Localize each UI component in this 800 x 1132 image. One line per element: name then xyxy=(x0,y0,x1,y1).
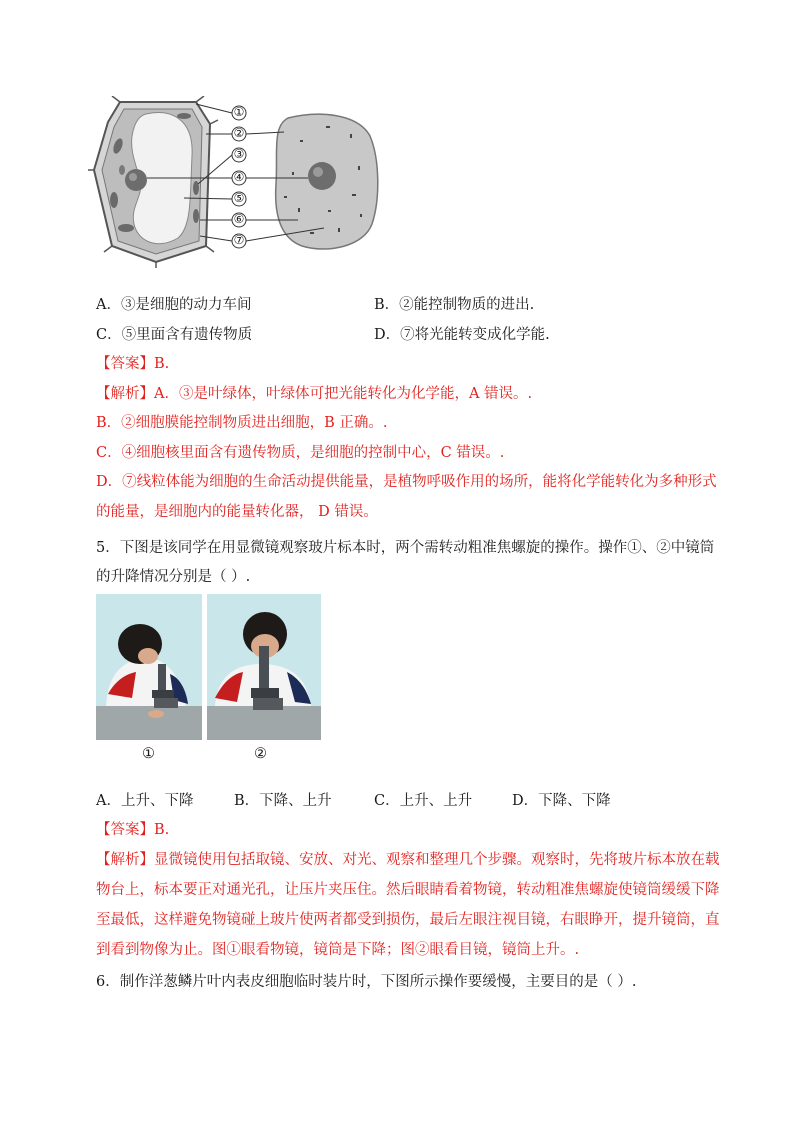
label-1: ① xyxy=(233,105,245,119)
q4-option-b: B．②能控制物质的进出. xyxy=(374,297,535,313)
photo-label-2: ② xyxy=(254,746,267,762)
q4-option-a: A．③是细胞的动力车间 xyxy=(96,297,252,313)
label-7: ⑦ xyxy=(233,233,245,247)
q5-option-a: A．上升、下降 xyxy=(96,793,194,809)
q5-option-b: B．下降、上升 xyxy=(234,793,332,809)
q5-analysis-line: 【解析】显微镜使用包括取镜、安放、对光、观察和整理几个步骤。观察时，先将玻片标本放在载 xyxy=(96,852,720,868)
photo-label-1: ① xyxy=(142,746,155,762)
label-2: ② xyxy=(233,126,245,140)
label-4: ④ xyxy=(233,170,245,184)
q5-option-c: C．上升、上升 xyxy=(374,793,473,809)
microscope-photo-1 xyxy=(96,594,202,740)
q6-stem: 6．制作洋葱鳞片叶内表皮细胞临时装片时，下图所示操作要缓慢，主要目的是（ ）. xyxy=(96,974,637,990)
q4-analysis-line: 的能量，是细胞内的能量转化器， D 错误。 xyxy=(96,504,378,520)
q5-analysis-line: 物台上，标本要正对通光孔，让压片夹压住。然后眼睛看着物镜，转动粗准焦螺旋使镜筒缓缓下降 xyxy=(96,882,720,898)
q4-analysis-line: B．②细胞膜能控制物质进出细胞，B 正确。. xyxy=(96,415,388,431)
q4-analysis-line: C．④细胞核里面含有遗传物质，是细胞的控制中心，C 错误。. xyxy=(96,445,505,461)
label-3: ③ xyxy=(233,147,245,161)
q4-option-c: C．⑤里面含有遗传物质 xyxy=(96,327,253,343)
q5-answer: 【答案】B. xyxy=(96,822,170,838)
label-5: ⑤ xyxy=(233,191,245,205)
q4-analysis-line: D．⑦线粒体能为细胞的生命活动提供能量，是植物呼吸作用的场所，能将化学能转化为多种形式 xyxy=(96,474,717,490)
q5-analysis-line: 至最低，这样避免物镜碰上玻片使两者都受到损伤，最后左眼注视目镜，右眼睁开，提升镜筒，直 xyxy=(96,912,720,928)
animal-cell xyxy=(276,114,378,249)
q5-stem-line: 的升降情况分别是（ ）. xyxy=(96,569,251,585)
plant-cell xyxy=(88,96,218,268)
microscope-photo-2 xyxy=(207,594,321,740)
q5-stem-line: 5．下图是该同学在用显微镜观察玻片标本时，两个需转动粗准焦螺旋的操作。操作①、②中镜筒 xyxy=(96,540,715,556)
q4-answer: 【答案】B. xyxy=(96,356,170,372)
q5-option-d: D．下降、下降 xyxy=(512,793,611,809)
label-6: ⑥ xyxy=(233,212,245,226)
q5-analysis-line: 到看到物像为止。图①眼看物镜，镜筒是下降；图②眼看目镜，镜筒上升。. xyxy=(96,942,580,958)
q4-option-d: D．⑦将光能转变成化学能. xyxy=(374,327,550,343)
q4-analysis-line: 【解析】A．③是叶绿体，叶绿体可把光能转化为化学能，A 错误。. xyxy=(96,386,533,402)
